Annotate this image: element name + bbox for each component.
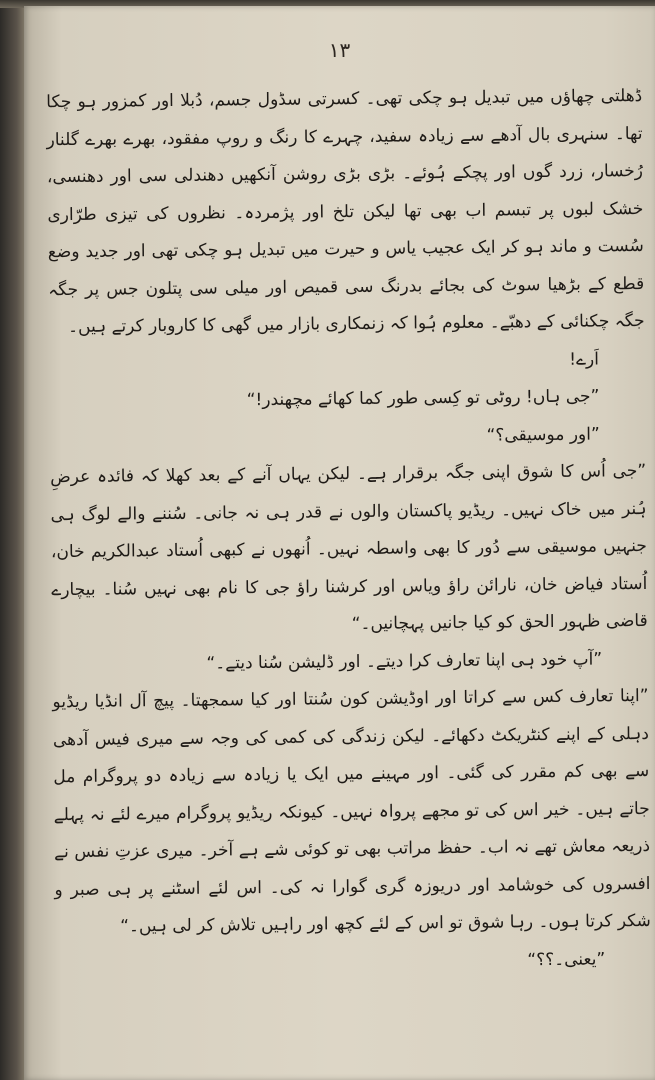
paragraph: ڈھلتی چھاؤں میں تبدیل ہو چکی تھی۔ کسرتی سڈول جسم، دُبلا اور کمزور ہو چکا تھا۔ سنہری بال آدھے سے زیادہ سفید، چہرے کا رنگ و روپ مفقود، بھرے بھرے گلنار رُخسار، زرد گوں اور پچکے ہُوئے۔ بڑی بڑی روشن آنکھیں دھندلی سی اور دھنسی، خشک لبوں پر تبسم اب بھی تھا لیکن تلخ اور پژمردہ۔ نظروں کی تیزی طرّاری سُست و ماند ہو کر ایک عجیب یاس و حیرت میں تبدیل ہو چکی تھی اور جدید وضع قطع کے بڑھیا سوٹ کی بجائے بدرنگ سی قمیص اور میلی سی پتلون جس پر جگہ جگہ چکنائی کے دھبّے۔ معلوم ہُوا کہ زنمکاری بازار میں گھی کا کاروبار کرتے ہیں۔ (46, 85, 645, 338)
dialog-line: ”جی ہاں! روٹی تو کِسی طور کما کھائے مچھندر!“ (246, 386, 600, 411)
paragraph: ”جی اُس کا شوق اپنی جگہ برقرار ہے۔ لیکن یہاں آنے کے بعد کھلا کہ فائدہ عرضِ ہُنر میں خاک نہیں۔ ریڈیو پاکستان والوں نے قدر ہی نہ جانی۔ سُننے والے لوگ ہی جنہیں موسیقی سے دُور کا بھی واسطہ نہیں۔ اُنھوں نے کبھی اُستاد عبدالکریم خان، اُستاد فیاض خان، نارائن راؤ ویاس اور کرشنا راؤ جی کا نام بھی نہیں سُنا۔ بیچارے قاضی ظہور الحق کو کیا جانیں پہچانیں۔“ (50, 460, 648, 635)
dialog-line: ”اور موسیقی؟“ (486, 423, 600, 446)
paragraph: ”اپنا تعارف کس سے کراتا اور اوڈیشن کون سُنتا اور کیا سمجھتا۔ پیچ آل انڈیا ریڈیو دہلی کے اپنے کنٹریکٹ دکھائے۔ لیکن زندگی کی کمی کی وجہ سے میری فیس آدھی سے بھی کم مقرر کی گئی۔ اور مہینے میں ایک یا زیادہ سے زیادہ دو پروگرام مل جاتے ہیں۔ خیر اس کی تو مجھے پرواہ نہیں۔ کیونکہ ریڈیو پروگرام میرے لئے نہ پہلے ذریعہ معاش تھے نہ اب۔ حفظ مراتب بھی تو کوئی شے ہے آخر۔ میری عزتِ نفس نے افسروں کی خوشامد اور دریوزہ گری گوارا نہ کی۔ اس لئے اسٹنے پر ہی صبر و شکر کرتا ہوں۔ رہا شوق تو اس کے لئے کچھ اور راہیں تلاش کر لی ہیں۔“ (52, 685, 651, 937)
book-page (24, 6, 655, 1080)
dialog-line: ”یعنی۔؟؟“ (527, 948, 606, 970)
dialog-line: اَرے! (569, 348, 600, 370)
book-gutter-shadow (0, 0, 24, 1080)
dialog-line: ”آپ خود ہی اپنا تعارف کرا دیتے۔ اور ڈلیشن سُنا دیتے۔“ (206, 648, 603, 674)
page-text (46, 78, 651, 984)
page-number: ۱۳ (328, 38, 351, 62)
